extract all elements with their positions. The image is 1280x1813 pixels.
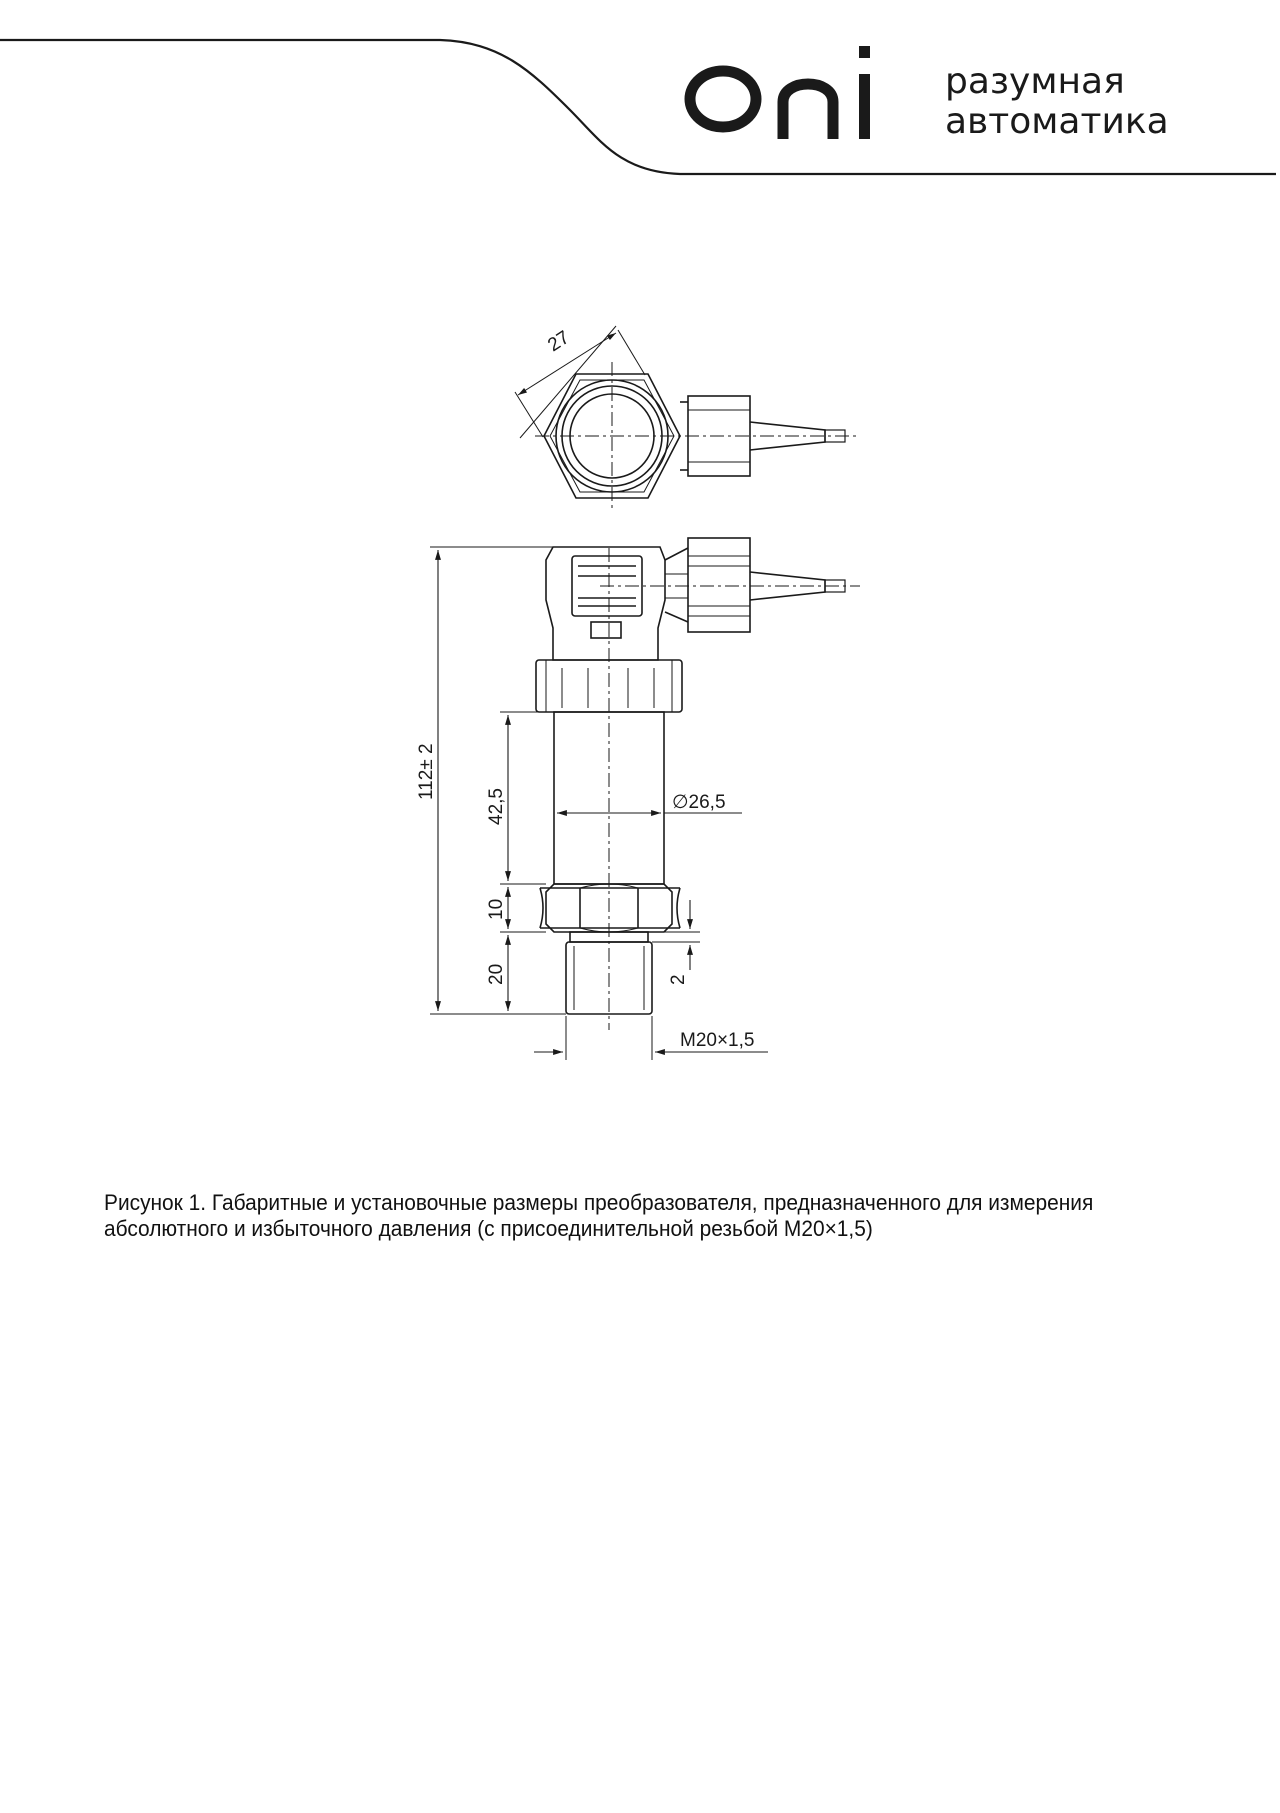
top-view [515,326,860,510]
dim-nut-label: 10 [486,898,507,920]
dim-total-height-label: 112± 2 [416,743,437,800]
tagline-line-2: автоматика [945,101,1169,142]
tagline-line-1: разумная [945,61,1125,102]
figure-caption [104,1190,1149,1242]
dim-body-height-label: 42,5 [486,788,507,825]
dim-thread-length-label: 20 [486,963,507,985]
brand-name: oni [683,44,685,45]
caption-line-1: Рисунок 1. Габаритные и установочные размеры преобразователя, предназначенного для измерения [104,1190,1094,1215]
dim-step-label: 2 [668,974,689,985]
dim-thread-label: M20×1,5 [680,1030,755,1051]
dim-diameter-label: ∅26,5 [672,792,726,813]
caption-line-2: абсолютного и избыточного давления (с присоединительной резьбой M20×1,5) [104,1216,873,1241]
dim-hex-label: 27 [544,327,574,357]
